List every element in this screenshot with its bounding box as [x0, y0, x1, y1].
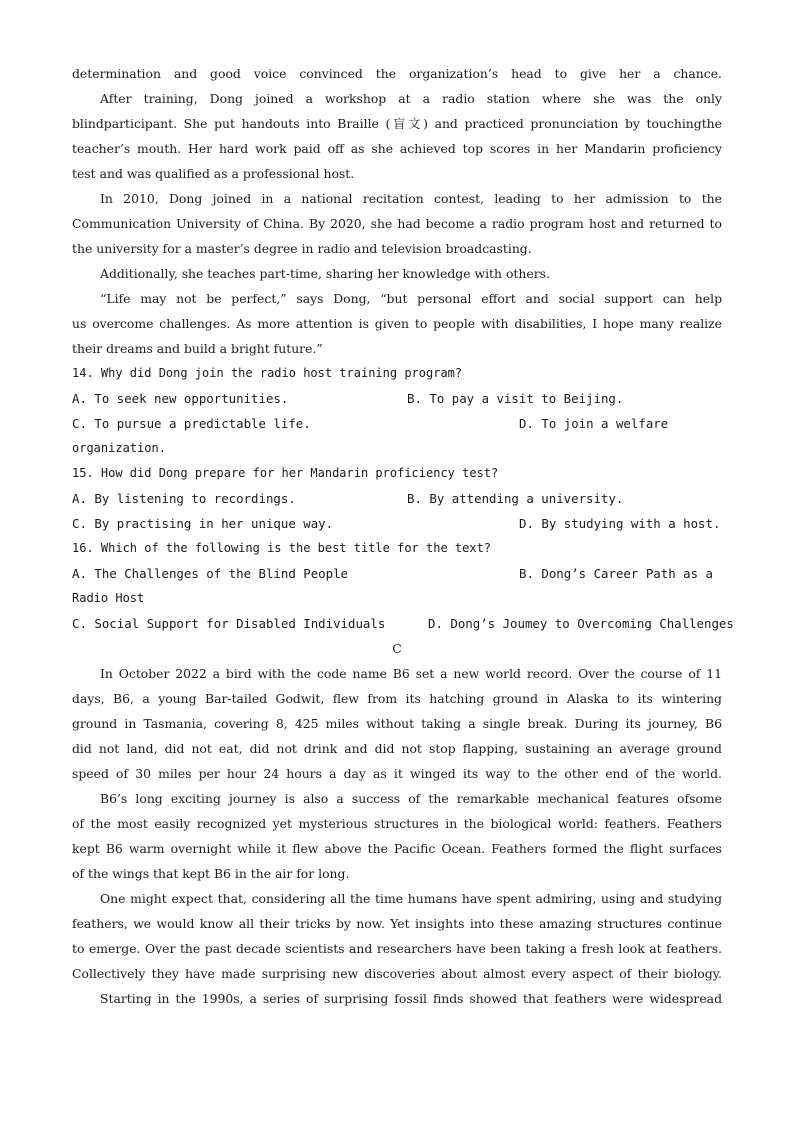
question-15-stem: 15. How did Dong prepare for her Mandarin proficiency test?: [72, 466, 499, 480]
question-16-options-row-1: [72, 561, 722, 586]
question-14-option-a: A. To seek new opportunities.: [72, 391, 289, 406]
passage-b-line-8: the university for a master’s degree in radio and television broadcasting.: [72, 241, 532, 256]
question-16-options-row-2: [72, 611, 734, 636]
question-14-options-row-2: [72, 411, 722, 436]
passage-b-line-5: test and was qualified as a professional host.: [72, 166, 355, 181]
question-14-option-d-continued: organization.: [72, 441, 166, 455]
question-14-stem: 14. Why did Dong join the radio host training program?: [72, 366, 463, 380]
passage-b-line-2: After training, Dong joined a workshop at a radio station where she was the only: [100, 91, 722, 106]
question-16-stem: 16. Which of the following is the best title for the text?: [72, 541, 492, 555]
passage-c-line-11: feathers, we would know all their tricks by now. Yet insights into these amazing structures continue: [72, 916, 722, 931]
passage-b-line-10: “Life may not be perfect,” says Dong, “but personal effort and social support can help: [100, 291, 722, 306]
question-16-option-d: D. Dong’s Joumey to Overcoming Challenges: [428, 616, 734, 631]
passage-c-line-1: In October 2022 a bird with the code name B6 set a new world record. Over the course of 11: [100, 666, 722, 681]
passage-b-line-4: teacher’s mouth. Her hard work paid off as she achieved top scores in her Mandarin proficiency: [72, 141, 722, 156]
document-page: [72, 61, 734, 1011]
question-15-options-row-1: [72, 486, 722, 511]
passage-b-line-11: us overcome challenges. As more attention is given to people with disabilities, I hope many realize: [72, 316, 722, 331]
passage-b-line-3: blindparticipant. She put handouts into Braille (盲文) and practiced pronunciation by touchingthe: [72, 116, 722, 131]
passage-c-line-13: Collectively they have made surprising new discoveries about almost every aspect of their biology.: [72, 966, 722, 981]
question-16-option-b-continued: Radio Host: [72, 591, 145, 605]
passage-c-heading: C: [392, 641, 402, 656]
passage-c-line-3: ground in Tasmania, covering 8, 425 miles without taking a single break. During its journey, B6: [72, 716, 722, 731]
passage-c-line-4: did not land, did not eat, did not drink and did not stop flapping, sustaining an average ground: [72, 741, 722, 756]
question-14-option-c: C. To pursue a predictable life.: [72, 416, 311, 431]
passage-c-line-12: to emerge. Over the past decade scientists and researchers have been taking a fresh look at feathers.: [72, 941, 722, 956]
passage-b-line-1: determination and good voice convinced the organization’s head to give her a chance.: [72, 66, 722, 81]
passage-c-line-6: B6’s long exciting journey is also a success of the remarkable mechanical features ofsome: [100, 791, 722, 806]
question-14-options-row-1: [72, 386, 722, 411]
passage-b-line-7: Communication University of China. By 2020, she had become a radio program host and returned to: [72, 216, 722, 231]
passage-c-line-5: speed of 30 miles per hour 24 hours a day as it winged its way to the other end of the world.: [72, 766, 722, 781]
passage-c-line-2: days, B6, a young Bar-tailed Godwit, flew from its hatching ground in Alaska to its wintering: [72, 691, 722, 706]
passage-b-line-6: In 2010, Dong joined in a national recitation contest, leading to her admission to the: [100, 191, 722, 206]
question-15-options-row-2: [72, 511, 722, 536]
passage-c-line-7: of the most easily recognized yet mysterious structures in the biological world: feathers. Feathers: [72, 816, 722, 831]
passage-c-line-14: Starting in the 1990s, a series of surprising fossil finds showed that feathers were widespread: [100, 991, 722, 1006]
question-15-option-c: C. By practising in her unique way.: [72, 516, 334, 531]
question-15-option-b: B. By attending a university.: [407, 491, 624, 506]
question-15-option-a: A. By listening to recordings.: [72, 491, 296, 506]
question-16-option-b: B. Dong’s Career Path as a: [519, 566, 713, 581]
question-16-option-a: A. The Challenges of the Blind People: [72, 566, 349, 581]
question-16-option-c: C. Social Support for Disabled Individuals: [72, 616, 386, 631]
passage-b-line-9: Additionally, she teaches part-time, sharing her knowledge with others.: [100, 266, 550, 281]
question-14-option-b: B. To pay a visit to Beijing.: [407, 391, 624, 406]
passage-b-line-12: their dreams and build a bright future.”: [72, 341, 323, 356]
passage-c-line-8: kept B6 warm overnight while it flew above the Pacific Ocean. Feathers formed the flight surfaces: [72, 841, 722, 856]
passage-c-line-9: of the wings that kept B6 in the air for long.: [72, 866, 350, 881]
question-15-option-d: D. By studying with a host.: [519, 516, 721, 531]
passage-c-line-10: One might expect that, considering all the time humans have spent admiring, using and studying: [100, 891, 722, 906]
question-14-option-d: D. To join a welfare: [519, 416, 669, 431]
